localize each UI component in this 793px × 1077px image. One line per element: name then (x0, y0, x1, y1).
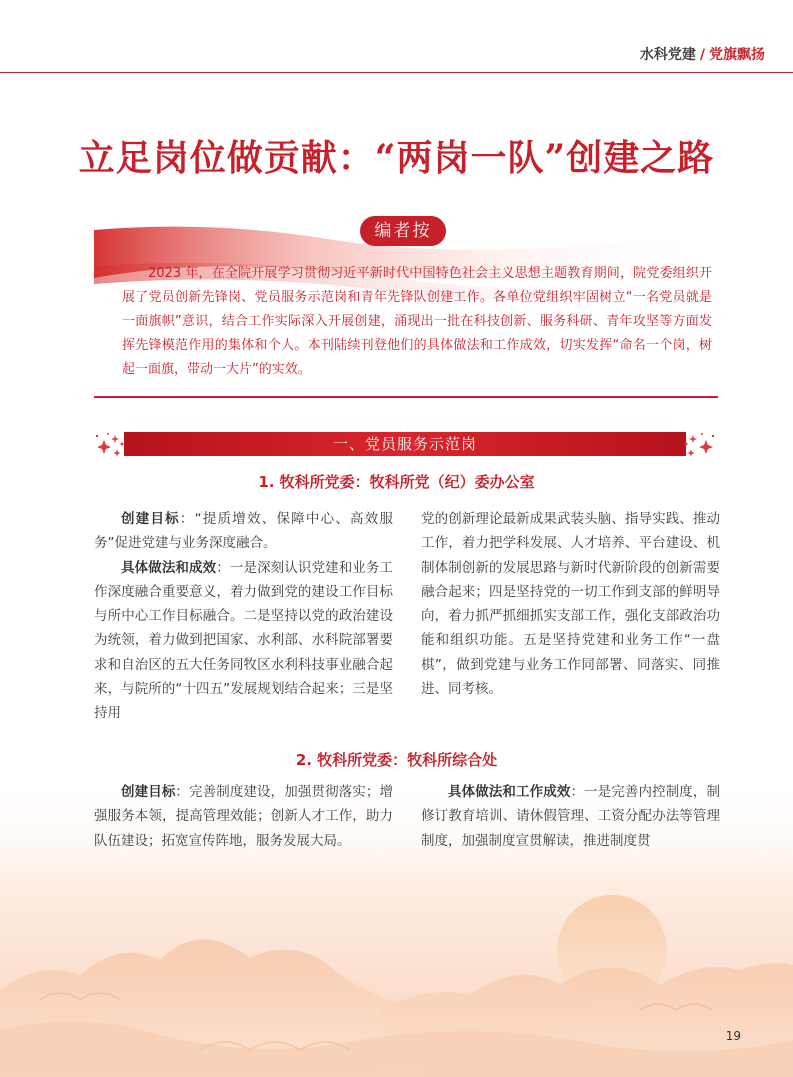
page-number: 19 (725, 1029, 741, 1043)
article-title: 立足岗位做贡献：“两岗一队”创建之路 (78, 137, 715, 179)
item2-method-paragraph (421, 780, 720, 853)
header-column: 水科党建 (639, 47, 696, 63)
item1-method-paragraph (94, 556, 393, 726)
item2-goal-paragraph (94, 780, 393, 853)
item1-method-label: 具体做法和成效 (121, 559, 217, 576)
item2-goal-label: 创建目标 (121, 784, 176, 800)
item1-goal-paragraph (94, 507, 393, 556)
editor-note-text: 2023 年，在全院开展学习贯彻习近平新时代中国特色社会主义思想主题教育期间，院党委组织开展了党员创新先锋岗、党员服务示范岗和青年先锋队创建工作。各单位党组织牢固树立“一名党员就是一面旗帜”意识，结合工作实际深入开展创建，涌现出一批在科技创新、服务科研、青年攻坚等方面发挥先锋模范作用的集体和个人。本刊陆续刊登他们的具体做法和工作成效，切实发挥“命名一个岗，树起一面旗，带动一大片”的实效。 (122, 266, 712, 377)
item1-right-column (421, 507, 720, 701)
section-heading: 一、党员服务示范岗 (124, 432, 686, 456)
item2-right-column (421, 780, 720, 853)
item1-method-text-left: ：一是深刻认识党建和业务工作深度融合重要意义，着力做到党的建设工作目标与所中心工作目标融合。二是坚持以党的政治建设为统领，着力做到把国家、水利部、水科院部署要求和自治区的五大任务同牧区水利科技事业融合起来，与院所的“十四五”发展规划结合起来；三是坚持用 (94, 559, 394, 722)
item2-method-label: 具体做法和工作成效 (448, 784, 571, 800)
subsection-title-2: 2. 牧科所党委：牧科所综合处 (295, 751, 498, 769)
editor-note-rule (94, 396, 718, 398)
header-separator: / (699, 47, 705, 63)
header-rule (0, 72, 793, 73)
item1-goal-text: ：“提质增效、保障中心、高效服务”促进党建与业务深度融合。 (94, 511, 393, 552)
editor-note-badge: 编者按 (360, 216, 446, 246)
item2-goal-text: ：完善制度建设，加强贯彻落实；增强服务本领，提高管理效能；创新人才工作，助力队伍建设；拓宽宣传阵地，服务发展大局。 (94, 784, 394, 849)
sparkle-left-icon (94, 430, 128, 460)
item1-left-column (94, 507, 393, 726)
item1-method-text-right: 党的创新理论最新成果武装头脑、指导实践、推动工作，着力把学科发展、人才培养、平台建设、机制体制创新的发展思路与新时代新阶段的创新需要融合起来；四是坚持党的一切工作到支部的鲜明导向，着力抓严抓细抓实支部工作，强化支部政治功能和组织功能。五是坚持党建和业务工作“一盘棋”，做到党建与业务工作同部署、同落实、同推进、同考核。 (421, 511, 720, 698)
item1-goal-label: 创建目标 (121, 511, 180, 527)
header-section: 党旗飘扬 (709, 47, 765, 63)
item2-method-text: ：一是完善内控制度，制修订教育培训、请休假管理、工资分配办法等管理制度，加强制度宣贯解读，推进制度贯 (421, 784, 721, 849)
header-tag (640, 44, 765, 64)
sparkle-right-icon (682, 430, 716, 460)
item2-left-column (94, 780, 393, 853)
subsection-title-1: 1. 牧科所党委：牧科所党（纪）委办公室 (258, 473, 535, 491)
